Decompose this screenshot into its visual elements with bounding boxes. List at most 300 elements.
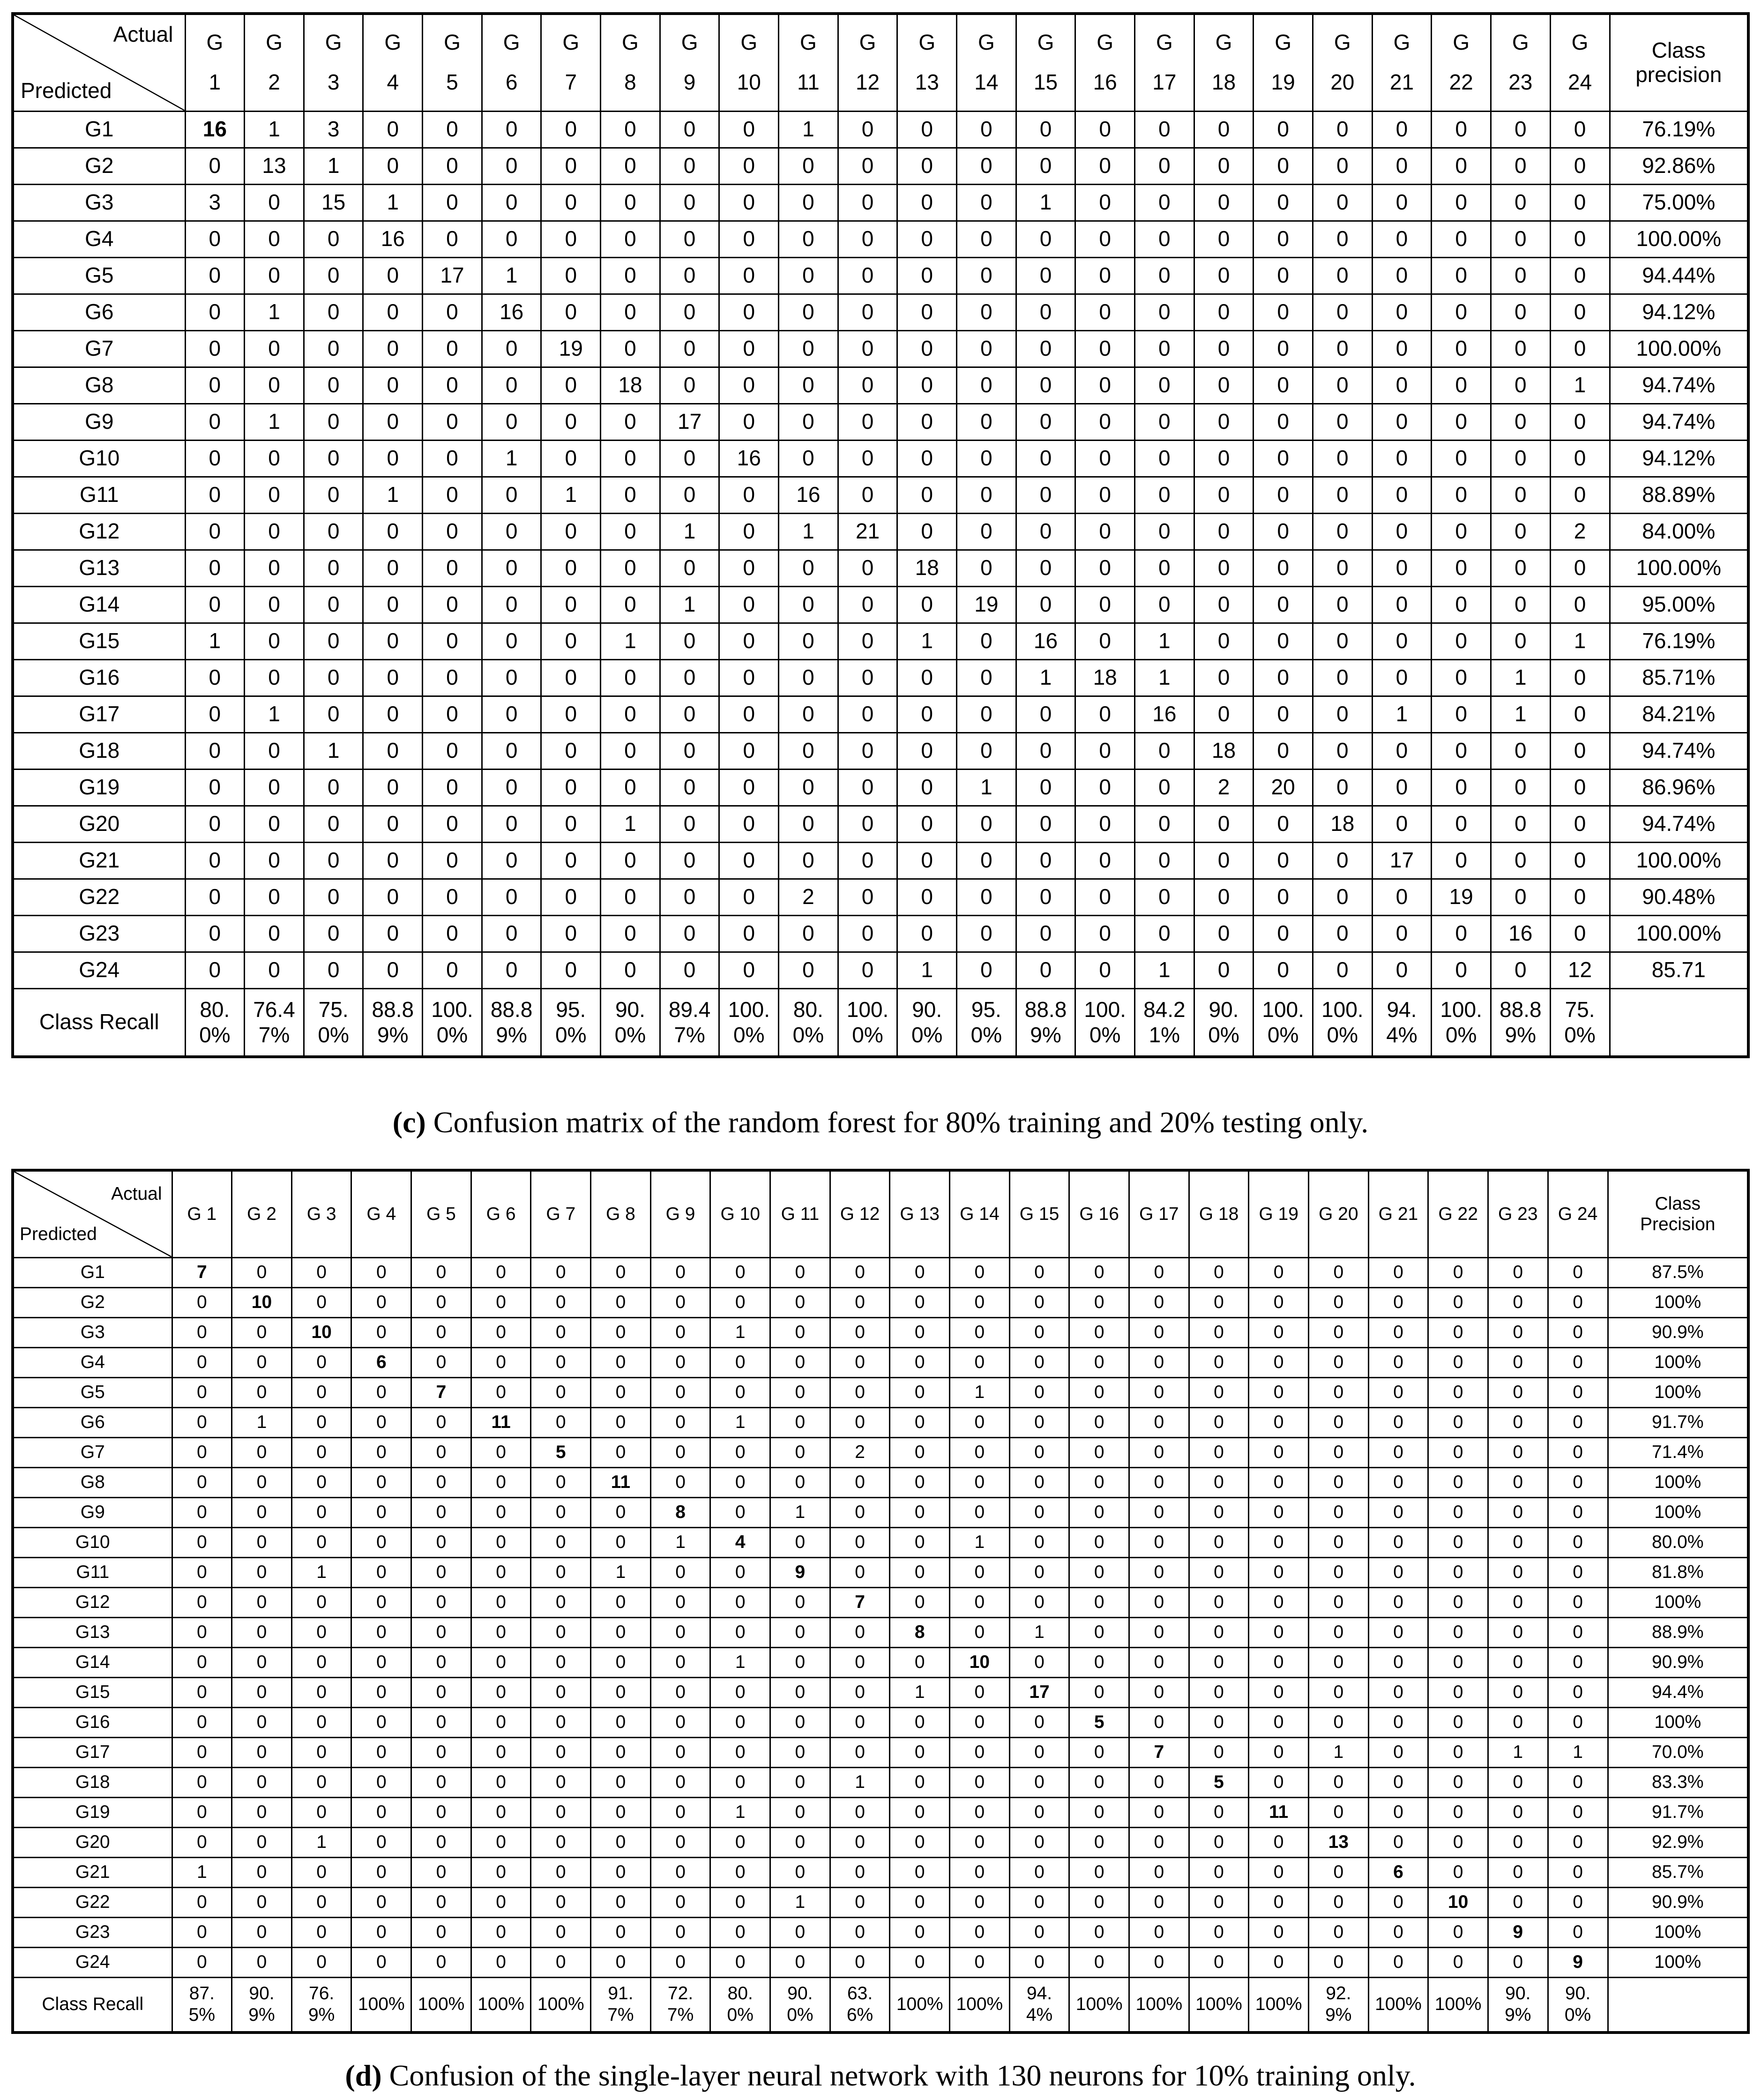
- matrix-cell: 0: [957, 294, 1016, 330]
- matrix-cell: 0: [1488, 1947, 1548, 1977]
- matrix-cell: 0: [1548, 1557, 1608, 1587]
- matrix-cell: 0: [411, 1407, 471, 1437]
- matrix-cell: 0: [838, 550, 897, 586]
- matrix-cell: 1: [245, 294, 304, 330]
- matrix-cell: 0: [1135, 330, 1194, 367]
- matrix-cell: 0: [1249, 1767, 1309, 1797]
- matrix-row: [13, 1947, 1748, 1977]
- matrix-cell: 0: [172, 1317, 232, 1347]
- matrix-cell: 0: [423, 111, 482, 148]
- matrix-cell: 0: [1428, 1497, 1488, 1527]
- recall-cell: 75.0%: [304, 988, 363, 1057]
- col-header: G 10: [719, 14, 779, 111]
- matrix-cell: 0: [1432, 440, 1491, 477]
- matrix-cell: 0: [245, 952, 304, 988]
- matrix-cell: 0: [1194, 148, 1254, 184]
- matrix-cell: 0: [1069, 1767, 1129, 1797]
- matrix-cell: 0: [957, 915, 1016, 952]
- matrix-cell: 0: [779, 806, 838, 842]
- matrix-cell: 0: [601, 586, 660, 623]
- matrix-cell: 0: [779, 440, 838, 477]
- matrix-cell: 2: [1550, 513, 1610, 550]
- matrix-cell: 0: [351, 1917, 411, 1947]
- matrix-cell: 0: [1308, 1887, 1368, 1917]
- matrix-cell: 0: [950, 1737, 1010, 1767]
- matrix-cell: 0: [710, 1587, 770, 1617]
- matrix-cell: 0: [1548, 1347, 1608, 1377]
- matrix-cell: 0: [897, 879, 957, 915]
- matrix-cell: 0: [1313, 148, 1372, 184]
- matrix-cell: 0: [1491, 111, 1550, 148]
- matrix-cell: 0: [482, 586, 541, 623]
- matrix-cell: 0: [1129, 1467, 1189, 1497]
- matrix-cell: 0: [1075, 404, 1135, 440]
- matrix-cell: 10: [950, 1647, 1010, 1677]
- matrix-cell: 0: [482, 879, 541, 915]
- matrix-cell: 0: [291, 1677, 351, 1707]
- matrix-cell: 0: [1016, 440, 1075, 477]
- matrix-cell: 0: [482, 732, 541, 769]
- actual-label: Actual: [111, 1184, 162, 1204]
- row-header: G6: [13, 1407, 172, 1437]
- matrix-cell: 0: [770, 1407, 830, 1437]
- matrix-cell: 0: [1488, 1587, 1548, 1617]
- matrix-cell: 0: [1135, 440, 1194, 477]
- matrix-cell: 0: [890, 1497, 950, 1527]
- matrix-cell: 1: [1372, 696, 1432, 732]
- matrix-cell: 0: [719, 659, 779, 696]
- matrix-cell: 6: [1368, 1857, 1428, 1887]
- matrix-cell: 0: [1254, 659, 1313, 696]
- matrix-cell: 0: [1550, 696, 1610, 732]
- row-header: G7: [13, 330, 185, 367]
- recall-cell: 90.0%: [897, 988, 957, 1057]
- matrix-cell: 0: [1009, 1437, 1069, 1467]
- matrix-cell: 0: [351, 1527, 411, 1557]
- matrix-cell: 0: [591, 1677, 651, 1707]
- matrix-cell: 0: [1550, 769, 1610, 806]
- matrix-cell: 0: [1016, 294, 1075, 330]
- matrix-cell: 0: [770, 1257, 830, 1287]
- matrix-cell: 0: [363, 513, 423, 550]
- matrix-row: [13, 1347, 1748, 1377]
- col-header: G 3: [304, 14, 363, 111]
- matrix-cell: 1: [363, 477, 423, 513]
- matrix-cell: 0: [531, 1407, 591, 1437]
- matrix-cell: 1: [1016, 659, 1075, 696]
- matrix-cell: 0: [591, 1617, 651, 1647]
- matrix-cell: 0: [541, 148, 601, 184]
- matrix-cell: 0: [471, 1917, 531, 1947]
- matrix-cell: 0: [838, 367, 897, 404]
- matrix-cell: 0: [660, 148, 719, 184]
- matrix-cell: 0: [351, 1287, 411, 1317]
- matrix-cell: 0: [185, 513, 245, 550]
- matrix-cell: 0: [1550, 806, 1610, 842]
- matrix-cell: 0: [1372, 330, 1432, 367]
- matrix-cell: 0: [957, 806, 1016, 842]
- matrix-cell: 0: [423, 330, 482, 367]
- matrix-cell: 1: [482, 257, 541, 294]
- matrix-cell: 0: [1550, 257, 1610, 294]
- matrix-cell: 0: [363, 330, 423, 367]
- matrix-cell: 0: [1491, 769, 1550, 806]
- matrix-cell: 17: [1009, 1677, 1069, 1707]
- matrix-cell: 0: [1075, 732, 1135, 769]
- matrix-cell: 0: [1368, 1677, 1428, 1707]
- matrix-cell: 0: [471, 1497, 531, 1527]
- matrix-cell: 0: [897, 111, 957, 148]
- matrix-cell: 0: [1491, 330, 1550, 367]
- matrix-cell: 0: [650, 1557, 710, 1587]
- matrix-cell: 0: [1075, 513, 1135, 550]
- matrix-row: [13, 221, 1748, 257]
- matrix-cell: 0: [1254, 404, 1313, 440]
- matrix-cell: 6: [351, 1347, 411, 1377]
- matrix-cell: 0: [770, 1317, 830, 1347]
- matrix-cell: 0: [172, 1647, 232, 1677]
- recall-cell: 94.4%: [1009, 1977, 1069, 2033]
- matrix-cell: 0: [1548, 1497, 1608, 1527]
- matrix-cell: 0: [650, 1437, 710, 1467]
- matrix-cell: 0: [482, 696, 541, 732]
- matrix-cell: 0: [1129, 1347, 1189, 1377]
- matrix-cell: 0: [1189, 1287, 1249, 1317]
- matrix-cell: 0: [1372, 477, 1432, 513]
- matrix-cell: 0: [710, 1737, 770, 1767]
- matrix-cell: 0: [950, 1767, 1010, 1797]
- col-header: G 6: [482, 14, 541, 111]
- matrix-cell: 0: [770, 1587, 830, 1617]
- matrix-cell: 0: [830, 1527, 890, 1557]
- matrix-cell: 1: [1550, 623, 1610, 659]
- matrix-cell: 0: [304, 550, 363, 586]
- matrix-cell: 0: [531, 1827, 591, 1857]
- row-header: G24: [13, 1947, 172, 1977]
- matrix-cell: 0: [291, 1857, 351, 1887]
- matrix-cell: 0: [1368, 1467, 1428, 1497]
- matrix-cell: 0: [245, 879, 304, 915]
- matrix-cell: 0: [1249, 1407, 1309, 1437]
- matrix-cell: 0: [1308, 1497, 1368, 1527]
- matrix-cell: 0: [660, 367, 719, 404]
- matrix-row: [13, 1707, 1748, 1737]
- matrix-cell: 0: [1249, 1827, 1309, 1857]
- matrix-cell: 0: [1135, 111, 1194, 148]
- matrix-cell: 0: [1009, 1917, 1069, 1947]
- matrix-cell: 0: [1432, 696, 1491, 732]
- matrix-cell: 0: [1313, 111, 1372, 148]
- matrix-cell: 0: [890, 1947, 950, 1977]
- matrix-cell: 0: [1491, 586, 1550, 623]
- row-header: G21: [13, 1857, 172, 1887]
- matrix-cell: 0: [1129, 1917, 1189, 1947]
- matrix-cell: 0: [1254, 111, 1313, 148]
- matrix-cell: 0: [1313, 696, 1372, 732]
- matrix-cell: 0: [1009, 1257, 1069, 1287]
- col-header: G 19: [1249, 1170, 1309, 1257]
- matrix-cell: 0: [351, 1587, 411, 1617]
- matrix-cell: 0: [185, 659, 245, 696]
- matrix-cell: 0: [660, 257, 719, 294]
- row-header: G2: [13, 148, 185, 184]
- matrix-cell: 0: [1189, 1947, 1249, 1977]
- matrix-row: [13, 1587, 1748, 1617]
- matrix-cell: 0: [601, 732, 660, 769]
- matrix-cell: 0: [1194, 659, 1254, 696]
- row-header: G15: [13, 1677, 172, 1707]
- matrix-cell: 0: [1488, 1857, 1548, 1887]
- col-header: G 11: [779, 14, 838, 111]
- matrix-cell: 0: [185, 477, 245, 513]
- matrix-cell: 0: [245, 367, 304, 404]
- precision-cell: 100.00%: [1610, 330, 1748, 367]
- matrix-cell: 0: [838, 294, 897, 330]
- row-header: G12: [13, 1587, 172, 1617]
- matrix-cell: 0: [245, 440, 304, 477]
- matrix-cell: 0: [950, 1617, 1010, 1647]
- col-header: G 1: [172, 1170, 232, 1257]
- matrix-cell: 0: [291, 1497, 351, 1527]
- matrix-cell: 0: [1491, 806, 1550, 842]
- matrix-cell: 0: [950, 1407, 1010, 1437]
- matrix-cell: 0: [541, 257, 601, 294]
- matrix-cell: 0: [890, 1257, 950, 1287]
- recall-cell: 88.89%: [1016, 988, 1075, 1057]
- matrix-cell: 1: [770, 1497, 830, 1527]
- matrix-cell: 0: [172, 1287, 232, 1317]
- matrix-cell: 0: [719, 586, 779, 623]
- matrix-cell: 0: [1189, 1497, 1249, 1527]
- matrix-cell: 0: [363, 294, 423, 330]
- matrix-cell: 0: [779, 367, 838, 404]
- matrix-cell: 0: [950, 1827, 1010, 1857]
- matrix-cell: 0: [779, 732, 838, 769]
- matrix-cell: 0: [1189, 1797, 1249, 1827]
- matrix-cell: 0: [351, 1737, 411, 1767]
- matrix-cell: 0: [304, 586, 363, 623]
- matrix-cell: 0: [411, 1287, 471, 1317]
- precision-cell: 100%: [1608, 1947, 1748, 1977]
- row-header: G23: [13, 1917, 172, 1947]
- matrix-cell: 0: [1129, 1437, 1189, 1467]
- row-header: G3: [13, 1317, 172, 1347]
- matrix-cell: 0: [471, 1467, 531, 1497]
- matrix-cell: 0: [531, 1737, 591, 1767]
- matrix-cell: 0: [1249, 1257, 1309, 1287]
- matrix-cell: 0: [471, 1767, 531, 1797]
- matrix-cell: 0: [471, 1857, 531, 1887]
- matrix-cell: 20: [1254, 769, 1313, 806]
- matrix-cell: 0: [172, 1467, 232, 1497]
- matrix-cell: 0: [172, 1437, 232, 1467]
- matrix-cell: 0: [531, 1467, 591, 1497]
- matrix-cell: 0: [1254, 915, 1313, 952]
- matrix-cell: 0: [838, 623, 897, 659]
- matrix-cell: 0: [291, 1587, 351, 1617]
- matrix-cell: 0: [957, 879, 1016, 915]
- matrix-cell: 0: [185, 915, 245, 952]
- recall-cell: 80.0%: [779, 988, 838, 1057]
- matrix-cell: 0: [1016, 696, 1075, 732]
- precision-cell: 100%: [1608, 1377, 1748, 1407]
- precision-cell: 100%: [1608, 1467, 1748, 1497]
- corner-cell: [13, 1170, 172, 1257]
- precision-header: Class Precision: [1608, 1170, 1748, 1257]
- row-header: G2: [13, 1287, 172, 1317]
- matrix-cell: 0: [304, 915, 363, 952]
- matrix-cell: 16: [719, 440, 779, 477]
- matrix-cell: 0: [957, 623, 1016, 659]
- matrix-cell: 0: [660, 440, 719, 477]
- matrix-cell: 0: [471, 1647, 531, 1677]
- row-header: G22: [13, 1887, 172, 1917]
- matrix-cell: 1: [1135, 623, 1194, 659]
- matrix-cell: 0: [957, 842, 1016, 879]
- matrix-cell: 0: [890, 1407, 950, 1437]
- matrix-cell: 0: [660, 696, 719, 732]
- matrix-cell: 0: [363, 257, 423, 294]
- matrix-cell: 0: [185, 440, 245, 477]
- matrix-cell: 0: [660, 221, 719, 257]
- matrix-cell: 0: [351, 1407, 411, 1437]
- matrix-row: [13, 732, 1748, 769]
- matrix-cell: 0: [232, 1737, 292, 1767]
- matrix-cell: 0: [1249, 1887, 1309, 1917]
- matrix-cell: 0: [1254, 367, 1313, 404]
- recall-cell: 91.7%: [591, 1977, 651, 2033]
- matrix-cell: 0: [411, 1647, 471, 1677]
- matrix-cell: 18: [1194, 732, 1254, 769]
- matrix-cell: 1: [591, 1557, 651, 1587]
- matrix-cell: 0: [185, 550, 245, 586]
- matrix-cell: 0: [1194, 696, 1254, 732]
- matrix-row: [13, 915, 1748, 952]
- caption-c: [11, 1105, 1750, 1140]
- matrix-cell: 0: [1069, 1617, 1129, 1647]
- precision-cell: 100%: [1608, 1287, 1748, 1317]
- matrix-cell: 7: [172, 1257, 232, 1287]
- matrix-cell: 1: [779, 513, 838, 550]
- matrix-cell: 0: [1194, 294, 1254, 330]
- matrix-cell: 0: [232, 1917, 292, 1947]
- matrix-cell: 0: [1491, 148, 1550, 184]
- matrix-row: [13, 659, 1748, 696]
- matrix-cell: 0: [838, 806, 897, 842]
- matrix-cell: 0: [890, 1707, 950, 1737]
- matrix-cell: 0: [591, 1947, 651, 1977]
- matrix-cell: 0: [411, 1767, 471, 1797]
- matrix-cell: 0: [950, 1947, 1010, 1977]
- matrix-cell: 0: [890, 1797, 950, 1827]
- matrix-cell: 0: [591, 1287, 651, 1317]
- matrix-cell: 0: [1249, 1377, 1309, 1407]
- precision-cell: 94.44%: [1610, 257, 1748, 294]
- matrix-cell: 0: [710, 1467, 770, 1497]
- matrix-cell: 0: [351, 1857, 411, 1887]
- matrix-cell: 0: [957, 696, 1016, 732]
- matrix-row: [13, 1737, 1748, 1767]
- matrix-cell: 0: [830, 1917, 890, 1947]
- matrix-cell: 0: [601, 769, 660, 806]
- matrix-cell: 0: [1016, 769, 1075, 806]
- matrix-cell: 0: [1069, 1797, 1129, 1827]
- matrix-cell: 0: [601, 404, 660, 440]
- matrix-cell: 0: [710, 1257, 770, 1287]
- matrix-cell: 0: [172, 1887, 232, 1917]
- matrix-cell: 0: [838, 184, 897, 221]
- matrix-cell: 1: [304, 732, 363, 769]
- matrix-cell: 0: [1428, 1317, 1488, 1347]
- matrix-cell: 0: [1189, 1737, 1249, 1767]
- matrix-cell: 0: [172, 1917, 232, 1947]
- matrix-cell: 0: [1075, 221, 1135, 257]
- matrix-row: [13, 769, 1748, 806]
- recall-cell: 95.0%: [957, 988, 1016, 1057]
- matrix-cell: 0: [304, 440, 363, 477]
- matrix-cell: 0: [650, 1407, 710, 1437]
- matrix-cell: 0: [719, 221, 779, 257]
- matrix-cell: 0: [1075, 842, 1135, 879]
- matrix-cell: 0: [1313, 404, 1372, 440]
- matrix-cell: 0: [1488, 1377, 1548, 1407]
- precision-cell: 87.5%: [1608, 1257, 1748, 1287]
- matrix-cell: 0: [531, 1587, 591, 1617]
- matrix-cell: 0: [172, 1797, 232, 1827]
- matrix-cell: 0: [1432, 842, 1491, 879]
- actual-label: Actual: [113, 22, 173, 46]
- matrix-cell: 0: [185, 367, 245, 404]
- matrix-cell: 0: [185, 257, 245, 294]
- col-header: G 5: [423, 14, 482, 111]
- matrix-cell: 1: [245, 404, 304, 440]
- matrix-cell: 0: [1249, 1617, 1309, 1647]
- matrix-cell: 0: [897, 404, 957, 440]
- matrix-cell: 3: [185, 184, 245, 221]
- matrix-cell: 18: [1075, 659, 1135, 696]
- matrix-cell: 0: [482, 330, 541, 367]
- recall-cell: 100%: [950, 1977, 1010, 2033]
- matrix-cell: 0: [1550, 221, 1610, 257]
- row-header: G22: [13, 879, 185, 915]
- matrix-cell: 0: [957, 221, 1016, 257]
- matrix-cell: 0: [1428, 1557, 1488, 1587]
- matrix-cell: 0: [304, 696, 363, 732]
- recall-cell: 100.0%: [838, 988, 897, 1057]
- matrix-cell: 0: [719, 367, 779, 404]
- matrix-cell: 0: [1368, 1827, 1428, 1857]
- matrix-cell: 0: [541, 367, 601, 404]
- matrix-cell: 0: [1491, 952, 1550, 988]
- matrix-cell: 0: [1135, 148, 1194, 184]
- matrix-cell: 0: [591, 1707, 651, 1737]
- matrix-cell: 0: [1254, 148, 1313, 184]
- matrix-cell: 0: [1254, 477, 1313, 513]
- matrix-cell: 0: [1016, 111, 1075, 148]
- matrix-cell: 0: [541, 513, 601, 550]
- matrix-cell: 0: [591, 1797, 651, 1827]
- matrix-cell: 0: [950, 1797, 1010, 1827]
- matrix-cell: 0: [838, 879, 897, 915]
- matrix-cell: 0: [601, 477, 660, 513]
- matrix-cell: 0: [1308, 1437, 1368, 1467]
- matrix-cell: 0: [1428, 1527, 1488, 1557]
- matrix-row: [13, 440, 1748, 477]
- matrix-cell: 0: [1308, 1707, 1368, 1737]
- matrix-cell: 0: [957, 732, 1016, 769]
- matrix-cell: 0: [1372, 221, 1432, 257]
- col-header: G 1: [185, 14, 245, 111]
